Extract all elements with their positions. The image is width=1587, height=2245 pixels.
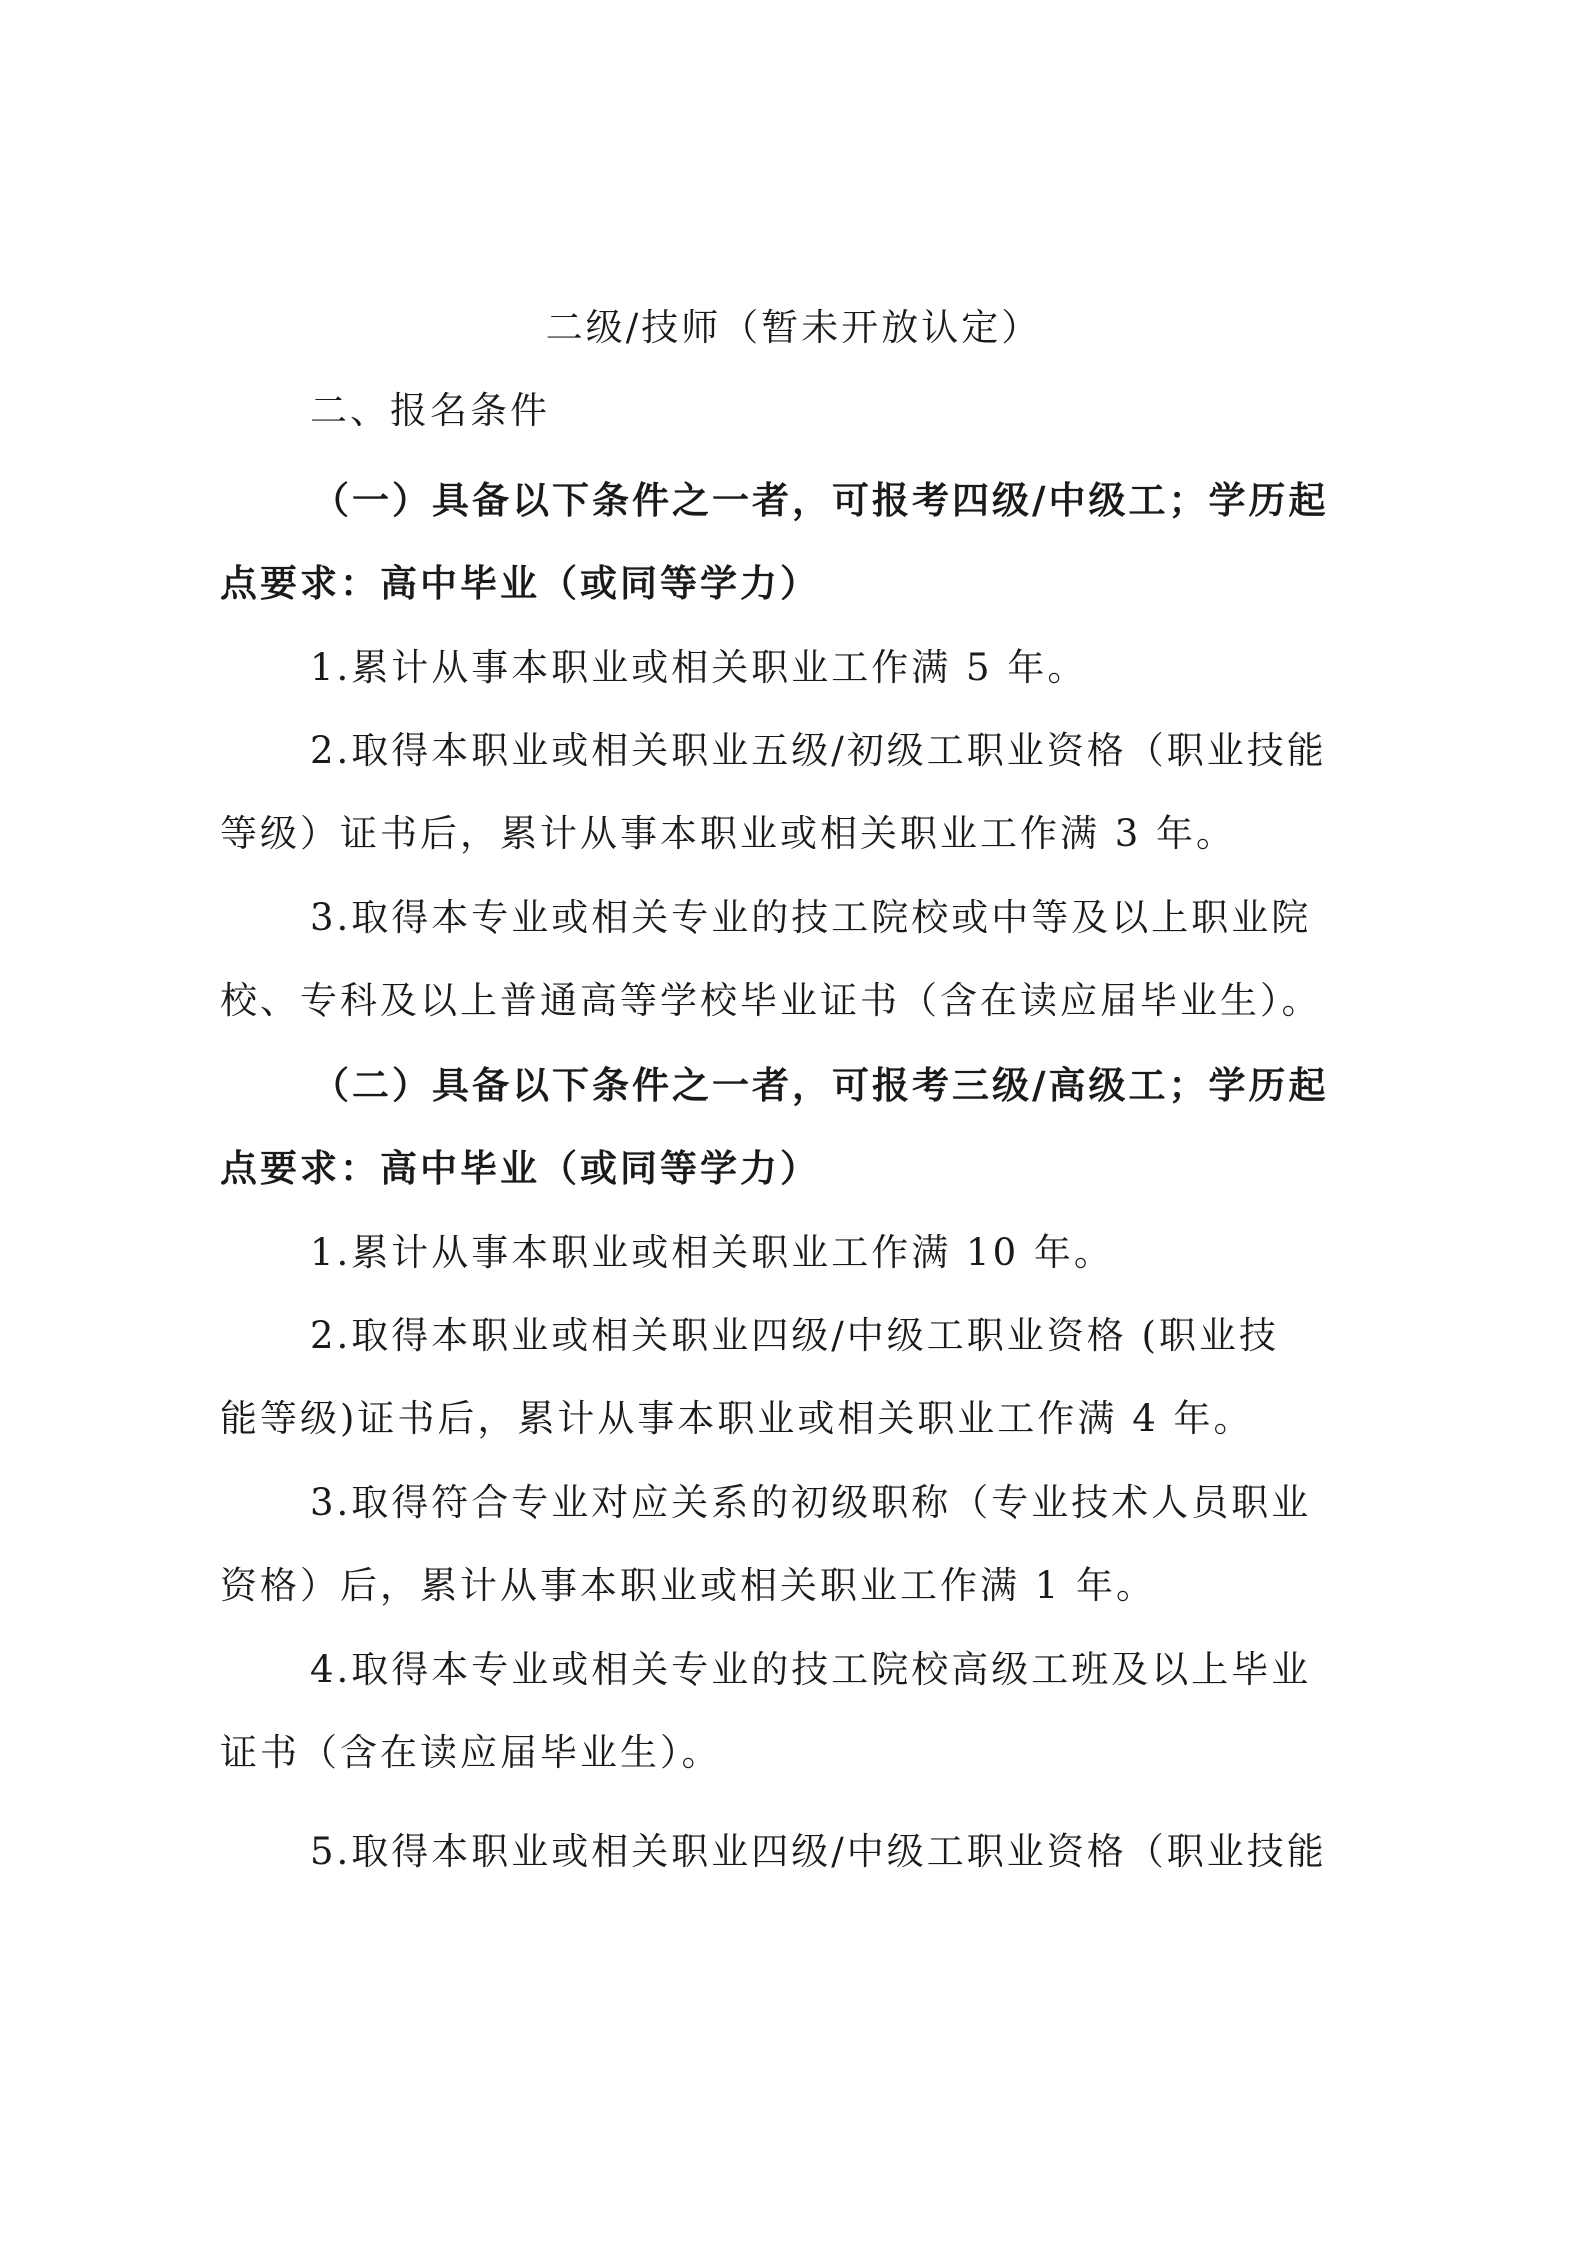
group1-title-line1: （一）具备以下条件之一者，可报考四级/中级工；学历起: [312, 478, 1329, 522]
group2-item4-line1: 4.取得本专业或相关专业的技工院校高级工班及以上毕业: [310, 1648, 1312, 1691]
group1-item3-line1: 3.取得本专业或相关专业的技工院校或中等及以上职业院: [310, 896, 1312, 939]
level-heading: 二级/技师（暂未开放认定）: [545, 306, 1042, 349]
group2-item4-line2: 证书（含在读应届毕业生）。: [220, 1731, 722, 1774]
group2-item2-line2: 能等级)证书后，累计从事本职业或相关职业工作满 4 年。: [220, 1397, 1254, 1440]
group1-title-line2: 点要求：高中毕业（或同等学力）: [220, 561, 820, 605]
group2-item1: 1.累计从事本职业或相关职业工作满 10 年。: [310, 1231, 1114, 1274]
group2-item5-line1: 5.取得本职业或相关职业四级/中级工职业资格（职业技能: [310, 1830, 1327, 1873]
group1-item2-line2: 等级）证书后，累计从事本职业或相关职业工作满 3 年。: [220, 812, 1237, 855]
section-title: 二、报名条件: [310, 389, 550, 432]
group1-item1: 1.累计从事本职业或相关职业工作满 5 年。: [310, 646, 1088, 689]
group1-item2-line1: 2.取得本职业或相关职业五级/初级工职业资格（职业技能: [310, 729, 1327, 772]
group2-item3-line2: 资格）后，累计从事本职业或相关职业工作满 1 年。: [220, 1564, 1157, 1607]
group1-item3-line2: 校、专科及以上普通高等学校毕业证书（含在读应届毕业生）。: [220, 979, 1322, 1022]
group2-item3-line1: 3.取得符合专业对应关系的初级职称（专业技术人员职业: [310, 1481, 1312, 1524]
group2-title-line2: 点要求：高中毕业（或同等学力）: [220, 1146, 820, 1190]
group2-item2-line1: 2.取得本职业或相关职业四级/中级工职业资格 (职业技: [310, 1314, 1279, 1357]
group2-title-line1: （二）具备以下条件之一者，可报考三级/高级工；学历起: [312, 1063, 1329, 1107]
